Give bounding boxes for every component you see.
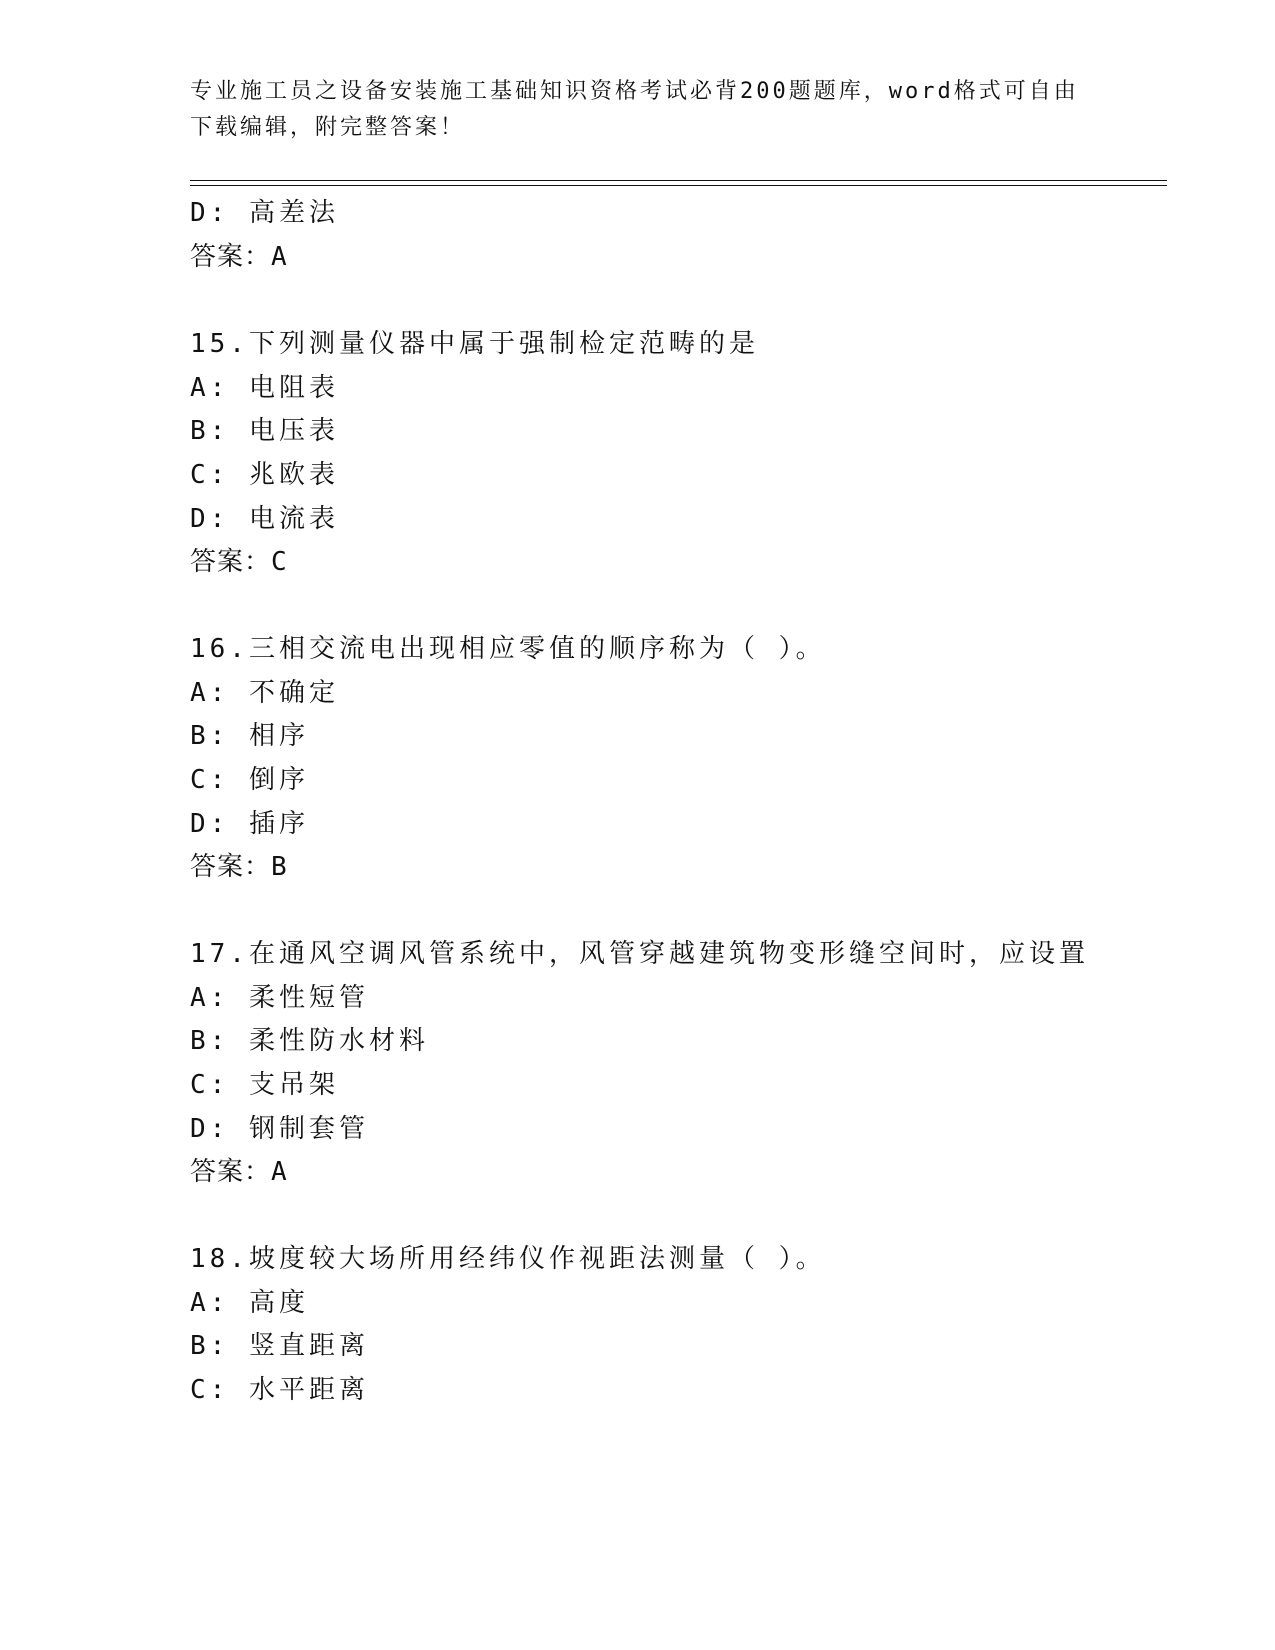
option-a: A: 高度	[190, 1288, 309, 1318]
option-d: D: 电流表	[190, 504, 339, 534]
question-15: 15.下列测量仪器中属于强制检定范畴的是	[190, 329, 759, 359]
option-b: B: 柔性防水材料	[190, 1026, 429, 1056]
option-c: C: 倒序	[190, 765, 309, 795]
document-header	[190, 74, 1090, 146]
question-17: 17.在通风空调风管系统中，风管穿越建筑物变形缝空间时，应设置	[190, 939, 1089, 969]
answer: 答案：A	[190, 242, 288, 272]
question-18: 18.坡度较大场所用经纬仪作视距法测量（ ）。	[190, 1244, 826, 1274]
option-c: C: 兆欧表	[190, 460, 339, 490]
answer: 答案：B	[190, 852, 288, 882]
option-b: B: 电压表	[190, 416, 339, 446]
header-divider-top	[190, 180, 1167, 181]
option-a: A: 不确定	[190, 678, 339, 708]
option-d: D: 高差法	[190, 198, 339, 228]
header-divider-bottom	[190, 185, 1167, 186]
option-b: B: 竖直距离	[190, 1331, 369, 1361]
question-16: 16.三相交流电出现相应零值的顺序称为（ ）。	[190, 634, 826, 664]
option-c: C: 水平距离	[190, 1375, 369, 1405]
header-line-2: 下载编辑，附完整答案！	[190, 115, 466, 140]
header-line-1: 专业施工员之设备安装施工基础知识资格考试必背200题题库，word格式可自由	[190, 79, 1079, 104]
option-d: D: 钢制套管	[190, 1114, 369, 1144]
option-a: A: 柔性短管	[190, 983, 369, 1013]
answer: 答案：A	[190, 1157, 288, 1187]
option-d: D: 插序	[190, 809, 309, 839]
answer: 答案：C	[190, 547, 288, 577]
option-b: B: 相序	[190, 721, 309, 751]
option-c: C: 支吊架	[190, 1070, 339, 1100]
option-a: A: 电阻表	[190, 373, 339, 403]
